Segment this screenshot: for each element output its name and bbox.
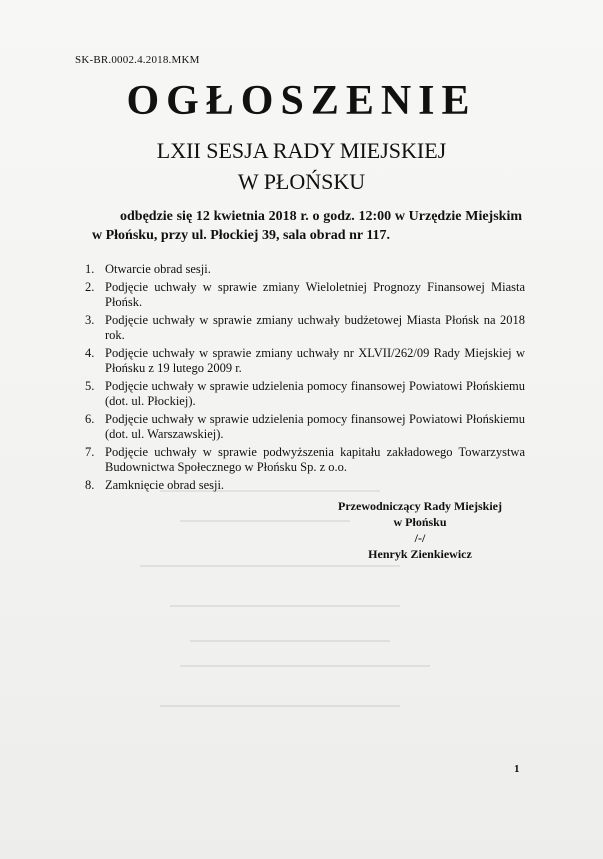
signature-block xyxy=(305,498,535,562)
agenda-list xyxy=(85,262,525,496)
agenda-item-number: 7. xyxy=(85,445,95,459)
agenda-item xyxy=(85,280,525,310)
agenda-item-number: 4. xyxy=(85,346,95,360)
agenda-item-text: Podjęcie uchwały w sprawie udzielenia pomocy finansowej Powiatowi Płońskiemu (dot. ul. Płockiej). xyxy=(105,379,525,408)
agenda-item-text: Podjęcie uchwały w sprawie zmiany Wieloletniej Prognozy Finansowej Miasta Płońsk. xyxy=(105,280,525,309)
agenda-item xyxy=(85,379,525,409)
agenda-item-text: Otwarcie obrad sesji. xyxy=(105,262,211,276)
agenda-item-number: 6. xyxy=(85,412,95,426)
signature-name: Henryk Zienkiewicz xyxy=(368,547,472,561)
agenda-item-number: 8. xyxy=(85,478,95,492)
agenda-item xyxy=(85,412,525,442)
agenda-item-text: Zamknięcie obrad sesji. xyxy=(105,478,225,492)
intro-text: odbędzie się 12 kwietnia 2018 r. o godz. 12:00 w Urzędzie Miejskim w Płońsku, przy ul. Płockiej 39, sala obrad nr 117. xyxy=(92,209,522,243)
agenda-item xyxy=(85,262,525,277)
page-number: 1 xyxy=(514,763,520,775)
signature-position: Przewodniczący Rady Miejskiej xyxy=(338,499,502,513)
agenda-item-text: Podjęcie uchwały w sprawie zmiany uchwały budżetowej Miasta Płońsk na 2018 rok. xyxy=(105,313,525,342)
agenda-item-number: 5. xyxy=(85,379,95,393)
agenda-item xyxy=(85,346,525,376)
subtitle-line-2: W PŁOŃSKU xyxy=(237,169,366,194)
agenda-item-text: Podjęcie uchwały w sprawie zmiany uchwały nr XLVII/262/09 Rady Miejskiej w Płońsku z 19 lutego 2009 r. xyxy=(105,346,525,375)
agenda-item xyxy=(85,445,525,475)
document-subtitle xyxy=(0,135,603,197)
agenda-item-text: Podjęcie uchwały w sprawie udzielenia pomocy finansowej Powiatowi Płońskiemu (dot. ul. Warszawskiej). xyxy=(105,412,525,441)
document-reference: SK-BR.0002.4.2018.MKM xyxy=(75,54,200,66)
subtitle-line-1: LXII SESJA RADY MIEJSKIEJ xyxy=(156,138,447,163)
document-title: OGŁOSZENIE xyxy=(126,78,477,124)
agenda-item-number: 3. xyxy=(85,313,95,327)
agenda-item xyxy=(85,478,525,493)
signature-mark: /-/ xyxy=(414,531,426,545)
agenda-item xyxy=(85,313,525,343)
agenda-item-number: 1. xyxy=(85,262,95,276)
session-intro xyxy=(92,207,522,245)
agenda-item-text: Podjęcie uchwały w sprawie podwyższenia kapitału zakładowego Towarzystwa Budownictwa Społecznego w Płońsku Sp. z o.o. xyxy=(105,445,525,474)
agenda-item-number: 2. xyxy=(85,280,95,294)
signature-location: w Płońsku xyxy=(393,515,447,529)
